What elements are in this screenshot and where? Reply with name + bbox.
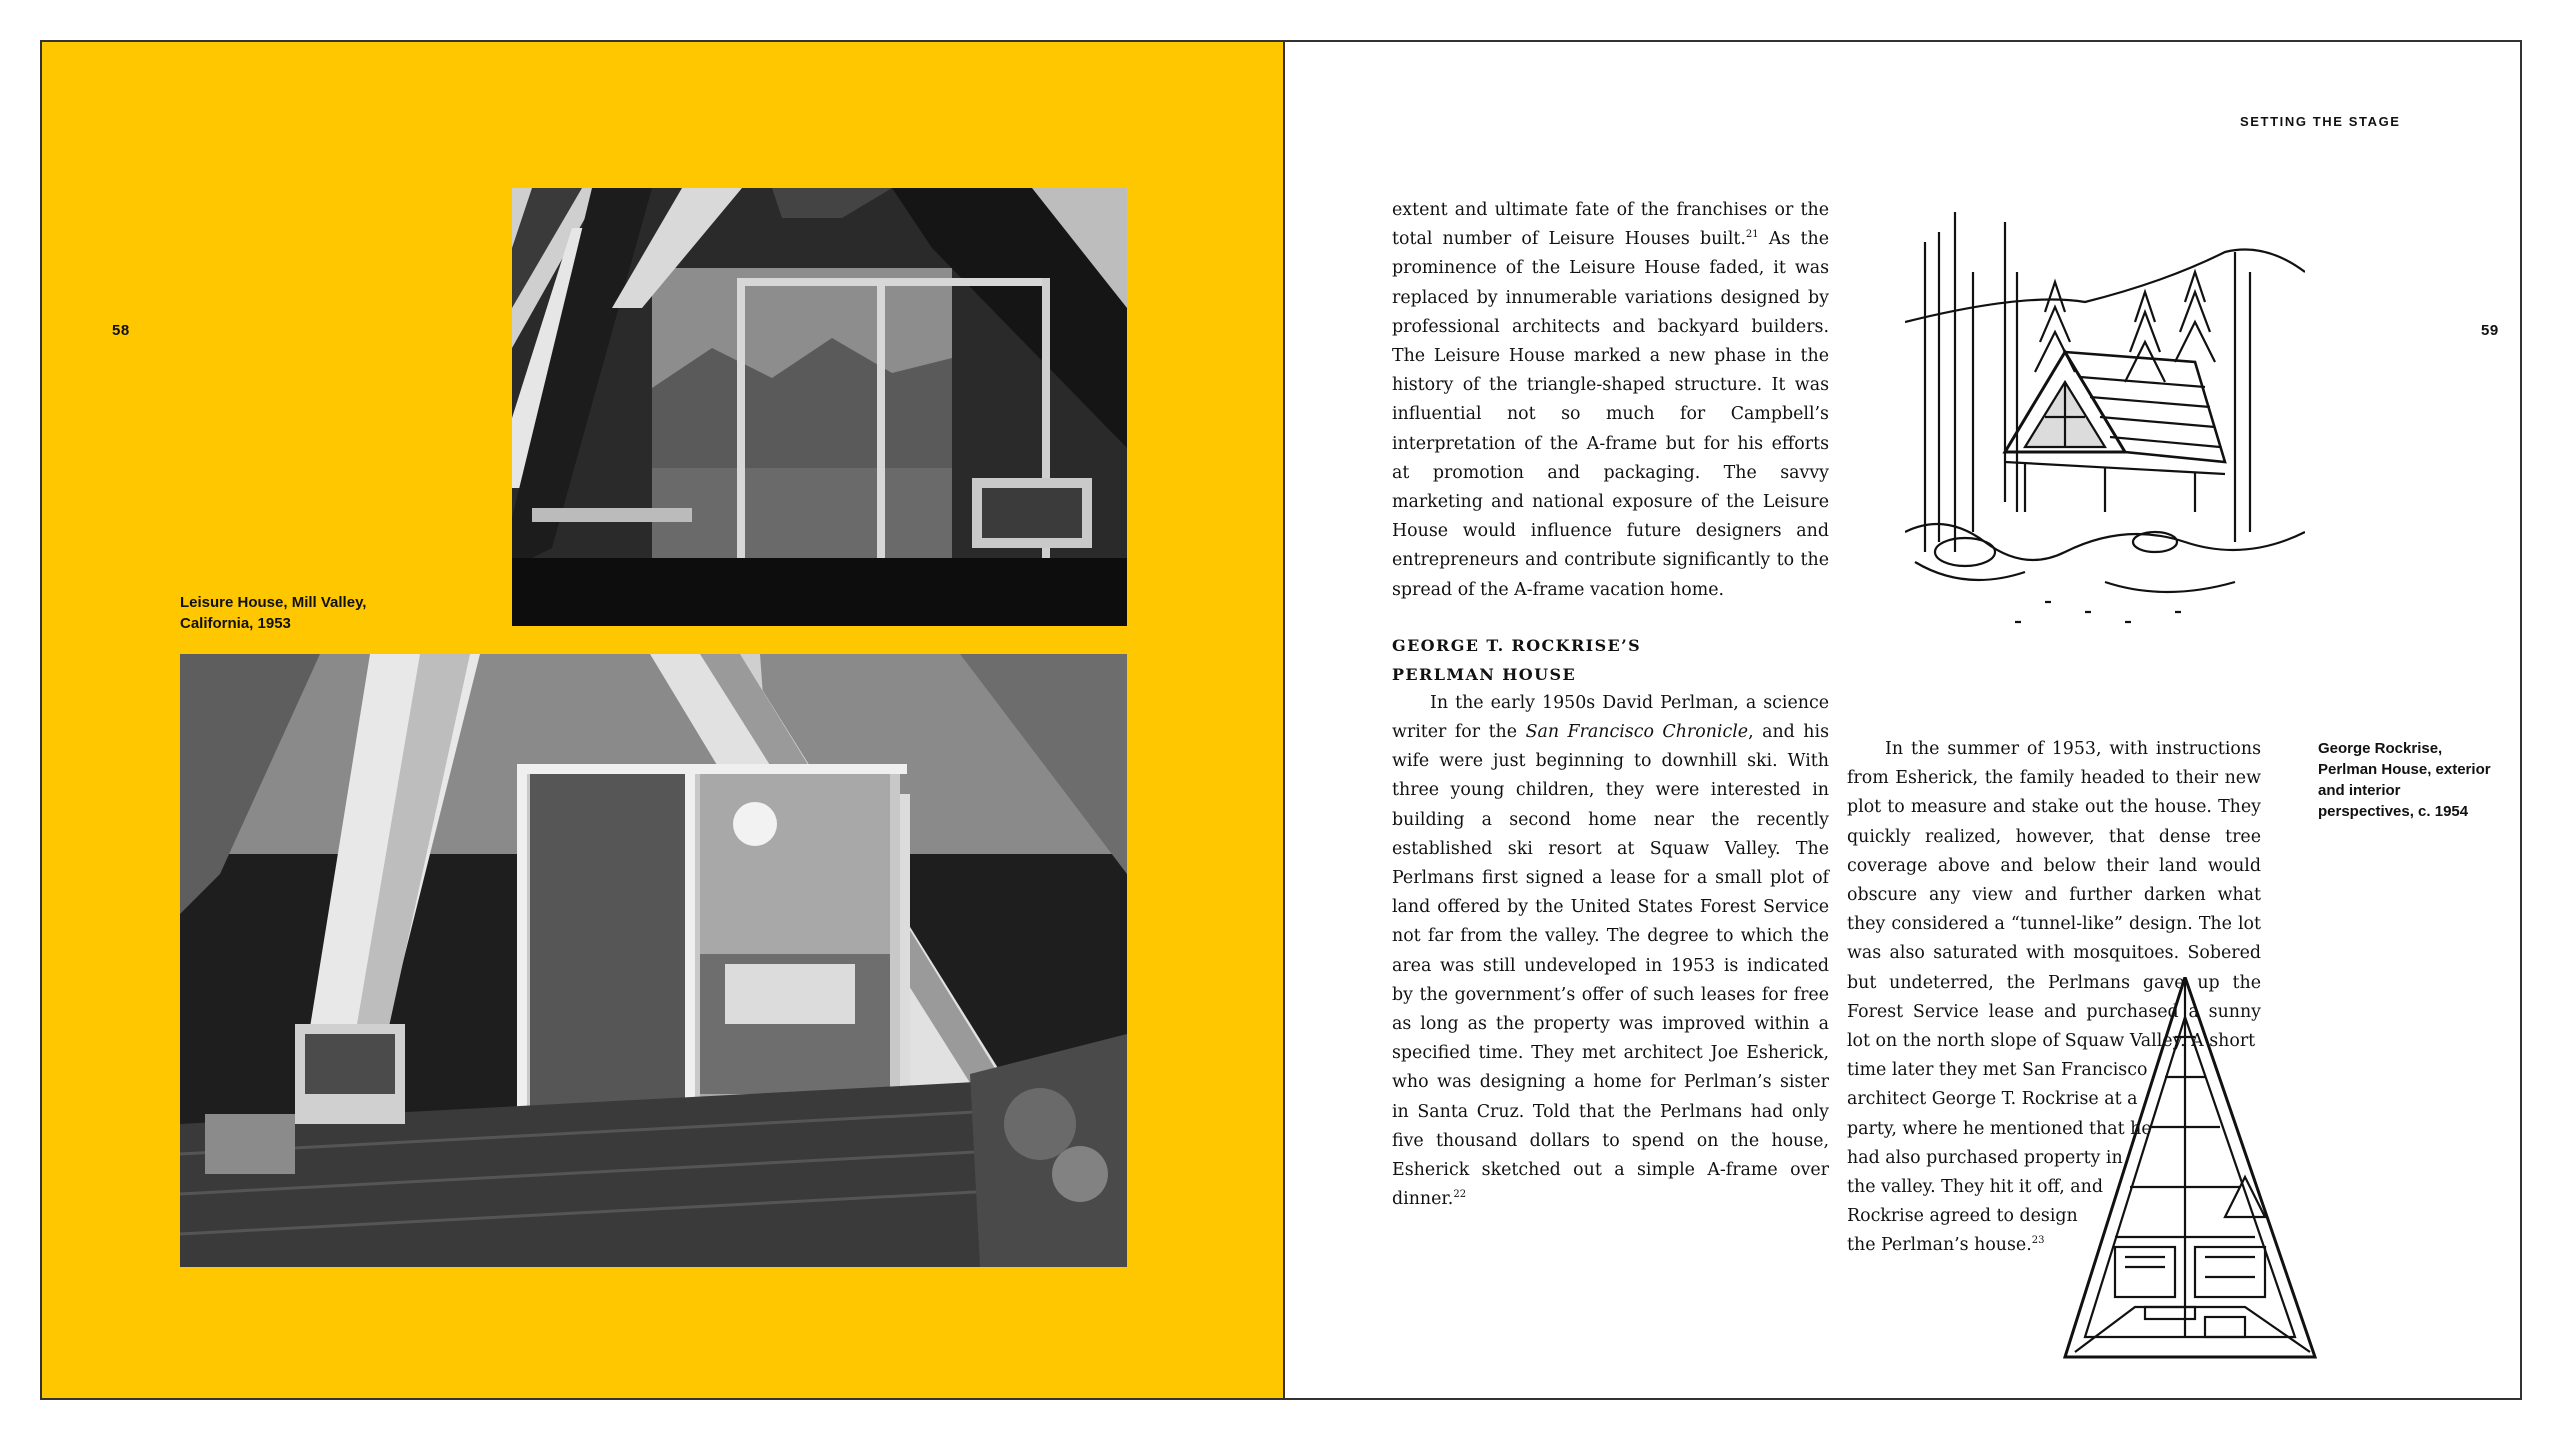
page-number-right: 59 bbox=[2481, 322, 2499, 339]
footnote-ref-23: 23 bbox=[2031, 1235, 2045, 1247]
ragged-line-2: architect George T. Rockrise at a bbox=[1847, 1089, 2138, 1110]
ragged-line-3: party, where he mentioned that he bbox=[1847, 1118, 2152, 1139]
ragged-line-last: the Perlman’s house.$^{23}$ bbox=[1847, 1235, 2045, 1256]
text-column-left bbox=[1392, 196, 1829, 1215]
ragged-line-5: the valley. They hit it off, and bbox=[1847, 1177, 2103, 1198]
paragraph-leisure-house-ending: extent and ultimate fate of the franchises or the total number of Leisure Houses built.$^{21}$ As the prominence of the Leisure House faded, it was replaced by innumerable variations designed by professional architects and backyard builders. The Leisure House marked a new phase in the history of the triangle-shaped structure. It was influential not so much for Campbell’s interpretation of the A-frame but for his efforts at promotion and packaging. The savvy marketing and national exposure of the Leisure House would influence future designers and entrepreneurs and contribute significantly to the spread of the A-frame vacation home. bbox=[1392, 200, 1829, 600]
footnote-ref-21: 21 bbox=[1745, 229, 1759, 241]
ragged-line-1: time later they met San Francisco bbox=[1847, 1060, 2148, 1081]
leisure-house-photo-bottom bbox=[180, 654, 1127, 1267]
book-spread bbox=[40, 40, 2522, 1400]
perlman-house-exterior-sketch bbox=[1905, 212, 2305, 672]
running-head: SETTING THE STAGE bbox=[2240, 114, 2401, 129]
photo-caption-leisure-house: Leisure House, Mill Valley, California, 1953 bbox=[180, 594, 367, 632]
section-heading-line1: GEORGE T. ROCKRISE’S bbox=[1392, 635, 1642, 655]
left-page bbox=[42, 42, 1285, 1398]
ragged-line-4: had also purchased property in bbox=[1847, 1147, 2123, 1168]
section-heading-line2: PERLMAN HOUSE bbox=[1392, 664, 1577, 684]
publication-title: San Francisco Chronicle bbox=[1525, 722, 1749, 743]
paragraph-summer-1953: In the summer of 1953, with instructions from Esherick, the family headed to their new plot to measure and stake out the house. They quickly realized, however, that dense tree coverage above and below their land would obscure any view and further darken what they considered a “tunnel-like” design. The lot was also saturated with mosquitoes. Sobered but undeterred, the Perlmans gave up the Forest Service lease and purchased a sunny lot on the north slope of Squaw Valley. A short bbox=[1847, 739, 2261, 1052]
page-number-left: 58 bbox=[112, 322, 130, 339]
paragraph-perlman-intro: In the early 1950s David Perlman, a science writer for the San Francisco Chronicle, and his wife were just beginning to downhill ski. With three young children, they were interested in building a second home near the recently established ski resort at Squaw Valley. The Perlmans first signed a lease for a small plot of land offered by the United States Forest Service not far from the valley. The degree to which the area was still undeveloped in 1953 is indicated by the government’s offer of such leases for free as long as the property was improved within a specified time. They met architect Joe Esherick, who was designing a home for Perlman’s sister in Santa Cruz. Told that the Perlmans had only five thousand dollars to spend on the house, Esherick sketched out a simple A-frame over dinner.$^{22}$ bbox=[1392, 692, 1829, 1210]
perlman-house-interior-sketch bbox=[2055, 977, 2325, 1367]
leisure-house-photo-top bbox=[512, 188, 1127, 626]
ragged-line-6: Rockrise agreed to design bbox=[1847, 1206, 2078, 1227]
sketch-caption-perlman-house: George Rockrise, Perlman House, exterior and interior perspectives, c. 1954 bbox=[2318, 740, 2491, 820]
right-page bbox=[1285, 42, 2520, 1398]
footnote-ref-22: 22 bbox=[1453, 1189, 1467, 1201]
